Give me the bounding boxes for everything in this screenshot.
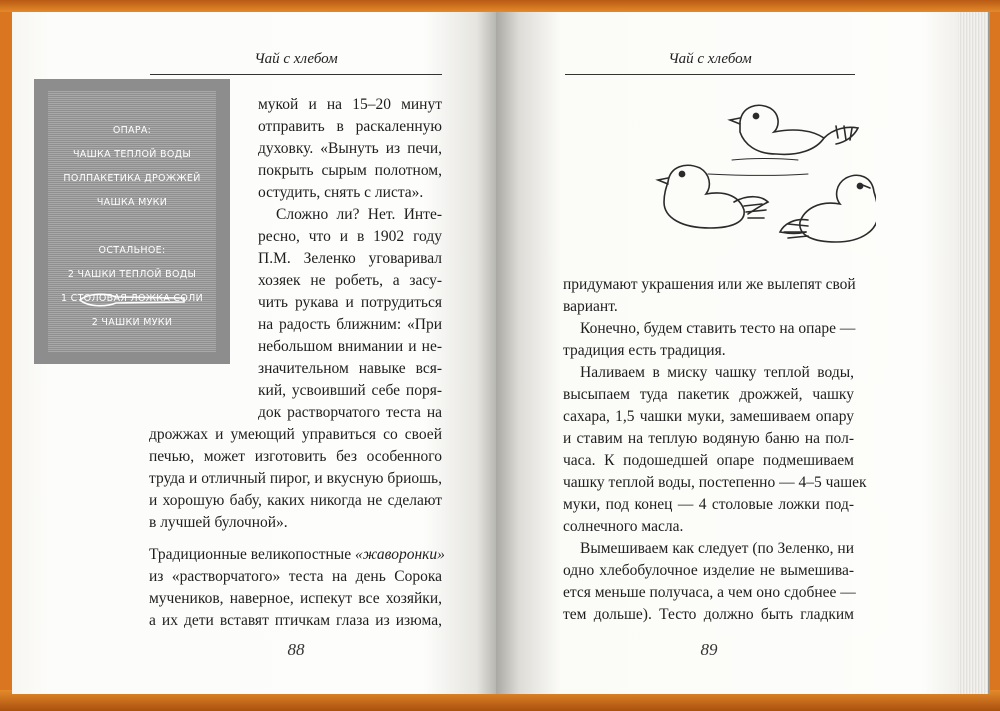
larks-illustration bbox=[648, 92, 876, 262]
text-line: одно хлебобулочное изделие не вымешива- bbox=[563, 562, 854, 579]
text-line: тем дольше). Тесто должно быть гладким bbox=[563, 606, 854, 623]
text-line: солнечного масла. bbox=[563, 518, 684, 535]
recipe-line: 2 ЧАШКИ ТЕПЛОЙ ВОДЫ bbox=[67, 269, 197, 280]
text-line: печью, может изготовить без особенного bbox=[149, 448, 442, 465]
text-line: ется меньше получаса, а чем оно сдобнее — bbox=[563, 584, 856, 601]
recipe-line: ЧАШКА МУКИ bbox=[96, 197, 168, 208]
text-line: П.М. Зеленко уговаривал bbox=[258, 250, 442, 267]
text-line: чить рукава и потрудиться bbox=[258, 294, 442, 311]
italic-term: «жаворонки» bbox=[354, 546, 445, 563]
book-cover-top-edge bbox=[0, 0, 1000, 12]
text-line: муки, под конец — 4 столовые ложки под- bbox=[563, 496, 854, 513]
recipe-line: ЧАШКА ТЕПЛОЙ ВОДЫ bbox=[72, 149, 192, 160]
right-page-number: 89 bbox=[700, 640, 718, 659]
text-line: небольшом внимании и не- bbox=[258, 338, 442, 355]
text-line: хозяек не робеть, а засу- bbox=[258, 272, 442, 289]
recipe-box bbox=[34, 79, 230, 364]
text-line: док растворчатого теста на bbox=[258, 404, 442, 421]
text-line: традиция есть традиция. bbox=[563, 342, 726, 359]
recipe-line: ПОЛПАКЕТИКА ДРОЖЖЕЙ bbox=[63, 173, 201, 184]
text-line: ресно, что и в 1902 году bbox=[258, 228, 442, 245]
text-line: и хорошую бабу, каких никогда не сделают bbox=[149, 492, 442, 509]
text-line: и ставим на теплую водяную баню на пол- bbox=[563, 430, 854, 447]
left-running-head: Чай с хлебом bbox=[254, 51, 338, 67]
text-line: мукой и на 15–20 минут bbox=[258, 96, 442, 113]
text-line: мучеников, наверное, испекут все хозяйки, bbox=[149, 590, 442, 607]
text-line: вариант. bbox=[563, 298, 618, 315]
text-line: высыпаем туда пакетик дрожжей, чашку bbox=[563, 386, 854, 403]
left-page-number: 88 bbox=[287, 640, 305, 659]
right-running-head: Чай с хлебом bbox=[668, 51, 752, 67]
recipe-line: ОПАРА: bbox=[112, 125, 152, 136]
text-line: придумают украшения или же вылепят свой bbox=[563, 276, 856, 293]
recipe-line: 1 СТОЛОВАЯ ЛОЖКА СОЛИ bbox=[60, 293, 203, 304]
left-header-rule bbox=[150, 74, 442, 75]
text-line: в лучшей булочной». bbox=[149, 514, 288, 531]
text-line: а их дети вставят птичкам глаза из изюма, bbox=[149, 612, 442, 629]
text-line: Вымешиваем как следует (по Зеленко, ни bbox=[580, 540, 854, 557]
recipe-line: 2 ЧАШКИ МУКИ bbox=[91, 317, 173, 328]
text-line bbox=[149, 544, 445, 566]
text-line: кий, усвоивший себе поря- bbox=[258, 382, 442, 399]
page-edges bbox=[958, 12, 990, 694]
text-line: духовку. «Вынуть из печи, bbox=[258, 140, 442, 157]
text-line: из «растворчатого» теста на день Сорока bbox=[149, 568, 442, 585]
right-header-rule bbox=[565, 74, 855, 75]
text-line: сахара, 1,5 чашки муки, замешиваем опару bbox=[563, 408, 854, 425]
recipe-line: ОСТАЛЬНОЕ: bbox=[98, 245, 166, 256]
text-line: покрыть сырым полотном, bbox=[258, 162, 442, 179]
text-line: чашку теплой воды, постепенно — 4–5 чашек bbox=[563, 474, 867, 491]
text-line: Сложно ли? Нет. Инте- bbox=[276, 206, 442, 223]
text-line: отправить в раскаленную bbox=[258, 118, 442, 135]
text-line: остудить, снять с листа». bbox=[258, 184, 424, 201]
text-line: Наливаем в миску чашку теплой воды, bbox=[580, 364, 854, 381]
text-line: труда и отличный пирог, и вкусную бриошь, bbox=[149, 470, 442, 487]
text-line: на радость ближним: «При bbox=[258, 316, 442, 333]
text-line: значительном навыке вся- bbox=[258, 360, 442, 377]
text-line: Конечно, будем ставить тесто на опаре — bbox=[580, 320, 856, 337]
text-fragment: Традиционные великопостные bbox=[149, 546, 355, 563]
text-line: часа. К подошедшей опаре подмешиваем bbox=[563, 452, 854, 469]
text-line: дрожжах и умеющий управиться со своей bbox=[149, 426, 442, 443]
